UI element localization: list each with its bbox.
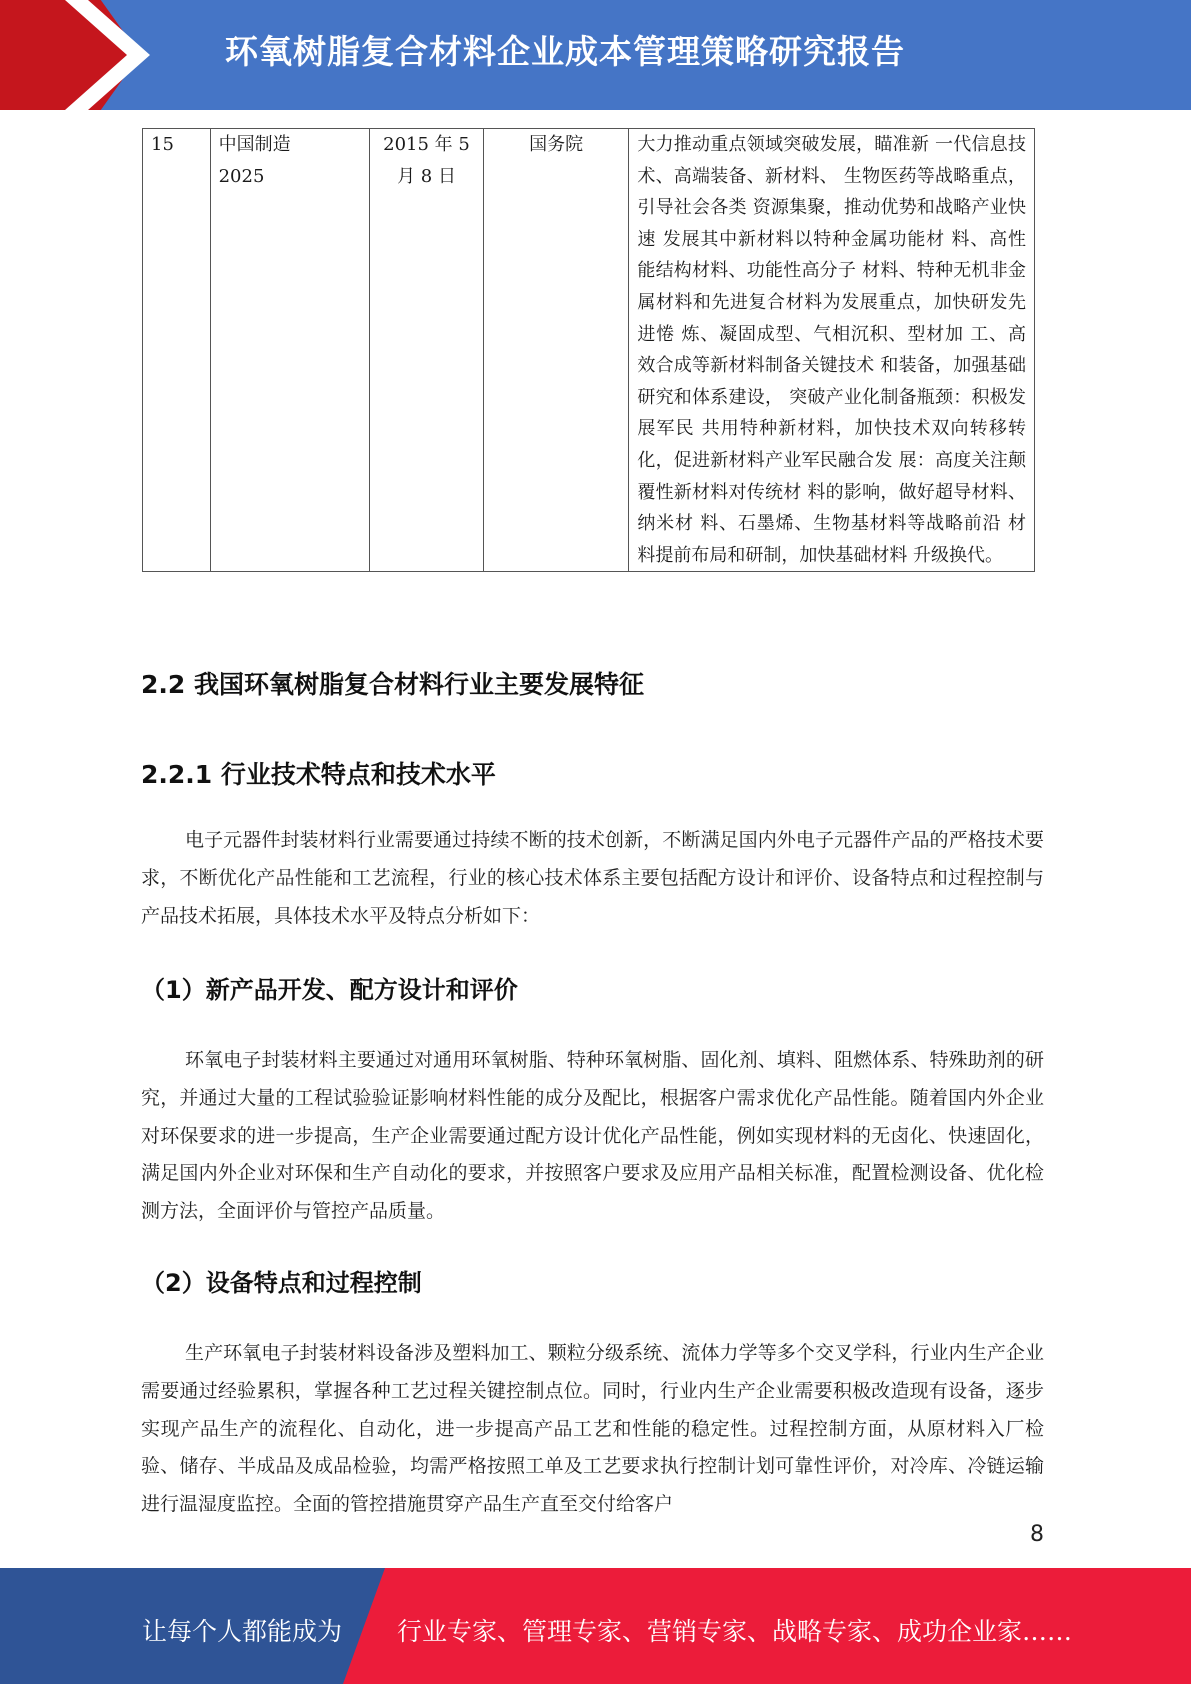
paragraph-formulation: 环氧电子封装材料主要通过对通用环氧树脂、特种环氧树脂、固化剂、填料、阻燃体系、特殊助剂的研究，并通过大量的工程试验验证影响材料性能的成分及配比，根据客户需求优化产品性能。随着国内外企业对环保要求的进一步提高，生产企业需要通过配方设计优化产品性能，例如实现材料的无卤化、快速固化，满足国内外企业对环保和生产自动化的要求，并按照客户要求及应用产品相关标准，配置检测设备、优化检测方法，全面评价与管控产品质量。 — [141, 1049, 1044, 1223]
row-number: 15 — [143, 129, 211, 572]
policy-name-line: 中国制造 — [218, 134, 291, 155]
policy-table — [142, 128, 1035, 572]
page-footer — [0, 1568, 1191, 1684]
policy-date-cell — [370, 129, 484, 572]
report-title: 环氧树脂复合材料企业成本管理策略研究报告 — [225, 32, 905, 71]
issuing-org: 国务院 — [484, 129, 629, 572]
section-heading-2-2-1: 2.2.1 行业技术特点和技术水平 — [141, 760, 496, 789]
policy-date-line: 2015 年 5 — [383, 134, 470, 155]
policy-name-cell — [210, 129, 369, 572]
page-number: 8 — [1030, 1522, 1044, 1547]
paragraph-equipment: 生产环氧电子封装材料设备涉及塑料加工、颗粒分级系统、流体力学等多个交叉学科，行业内生产企业需要通过经验累积，掌握各种工艺过程关键控制点位。同时，行业内生产企业需要积极改造现有设备，逐步实现产品生产的流程化、自动化，进一步提高产品工艺和性能的稳定性。过程控制方面，从原材料入厂检验、储存、半成品及成品检验，均需严格按照工单及工艺要求执行控制计划可靠性评价，对冷库、冷链运输进行温湿度监控。全面的管控措施贯穿产品生产直至交付给客户 — [141, 1342, 1044, 1516]
subsection-heading-2: （2）设备特点和过程控制 — [141, 1269, 422, 1297]
policy-name-line: 2025 — [218, 165, 265, 187]
footer-slogan-right: 行业专家、管理专家、营销专家、战略专家、成功企业家…… — [397, 1617, 1073, 1646]
footer-slogan-left: 让每个人都能成为 — [142, 1617, 343, 1646]
policy-description: 大力推动重点领域突破发展，瞄准新 一代信息技术、高端装备、新材料、 生物医药等战略重点，引导社会各类 资源集聚，推动优势和战略产业快速 发展其中新材料以特种金属功能材 料、高性能结构材料、功能性高分子 材料、特种无机非金属材料和先进复合材料为发展重点，加快研发先进惓 炼、凝固成型、气相沉积、型材加 工、高效合成等新材料制备关键技术 和装备，加强基础研究和体系建设， 突破产业化制备瓶颈：积极发展军民 共用特种新材料，加快技术双向转移转化，促进新材料产业军民融合发 展：高度关注颠覆性新材料对传统材 料的影响，做好超导材料、纳米材 料、石墨烯、生物基材料等战略前沿 材料提前布局和研制，加快基础材料 升级换代。 — [629, 129, 1035, 572]
header-chevron-icon — [0, 0, 160, 110]
subsection-heading-1: （1）新产品开发、配方设计和评价 — [141, 976, 518, 1004]
section-heading-2-2: 2.2 我国环氧树脂复合材料行业主要发展特征 — [141, 670, 644, 699]
page-header — [0, 0, 1191, 110]
intro-paragraph: 电子元器件封装材料行业需要通过持续不断的技术创新，不断满足国内外电子元器件产品的严格技术要求，不断优化产品性能和工艺流程，行业的核心技术体系主要包括配方设计和评价、设备特点和过程控制与产品技术拓展，具体技术水平及特点分析如下： — [141, 829, 1044, 927]
policy-date-line: 月 8 日 — [397, 165, 456, 187]
table-row — [143, 129, 1035, 572]
